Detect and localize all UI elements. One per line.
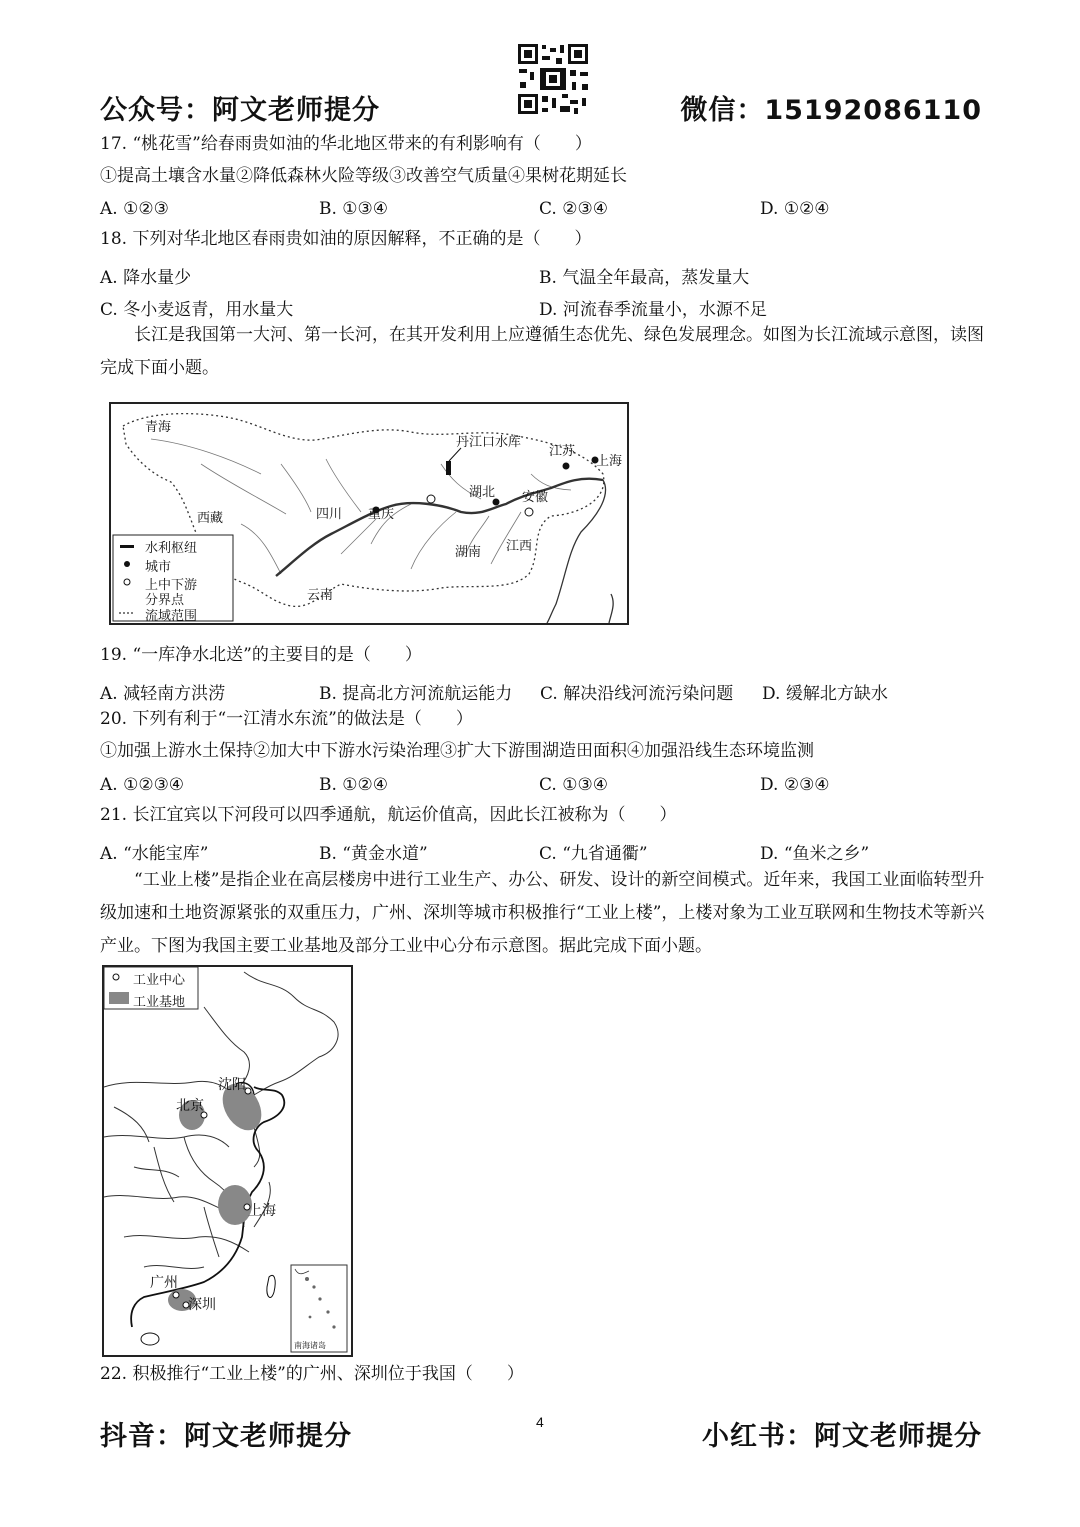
q18-option-d: D. 河流春季流量小，水源不足	[539, 300, 767, 320]
q17-option-c: C. ②③④	[539, 199, 608, 219]
passage-yangtze: 长江是我国第一大河、第一长河，在其开发利用上应遵循生态优先、绿色发展理念。如图为长江流域示意图，读图完成下面小题。	[100, 325, 984, 378]
label-yunnan: 云南	[307, 588, 334, 603]
label-jiangxi: 江西	[506, 539, 533, 554]
label-jiangsu: 江苏	[549, 444, 576, 459]
q20-option-b: B. ①②④	[319, 775, 389, 795]
label-chongqing: 重庆	[368, 507, 395, 522]
footer-right: 小红书：阿文老师提分	[702, 1421, 982, 1452]
q21-option-d: D. “鱼米之乡”	[760, 844, 870, 864]
q21-option-c: C. “九省通衢”	[539, 844, 648, 864]
header-left: 公众号：阿文老师提分	[100, 95, 380, 126]
q21-stem: 21. 长江宜宾以下河段可以四季通航，航运价值高，因此长江被称为（ ）	[100, 805, 677, 825]
q18-stem: 18. 下列对华北地区春雨贵如油的原因解释，不正确的是（ ）	[100, 229, 592, 249]
passage-industry: “工业上楼”是指企业在高层楼房中进行工业生产、办公、研发、设计的新空间模式。近年来，我国工业面临转型升级加速和土地资源紧张的双重压力，广州、深圳等城市积极推行“工业上楼”，上楼对象为工业互联网和生物技术等新兴产业。下图为我国主要工业基地及部分工业中心分布示意图。据此完成下面小题。	[100, 870, 985, 956]
q20-option-c: C. ①③④	[539, 775, 608, 795]
label-shanghai: 上海	[596, 454, 623, 469]
label-qinghai: 青海	[145, 420, 172, 435]
label-danjiangkou: 丹江口水库	[456, 435, 522, 450]
q17-option-a: A. ①②③	[100, 199, 169, 219]
legend-division-2: 分界点	[145, 593, 185, 608]
q18-option-b: B. 气温全年最高，蒸发量大	[539, 268, 750, 288]
q22-stem: 22. 积极推行“工业上楼”的广州、深圳位于我国（ ）	[100, 1364, 524, 1384]
legend-division-1: 上中下游	[145, 578, 198, 593]
q20-option-a: A. ①②③④	[100, 775, 185, 795]
legend-basin: 流域范围	[145, 609, 198, 624]
q21-option-a: A. “水能宝库”	[100, 844, 209, 864]
industry-map	[102, 965, 353, 1357]
label-sichuan: 四川	[316, 507, 343, 522]
label-anhui: 安徽	[522, 490, 549, 505]
q20-option-d: D. ②③④	[760, 775, 830, 795]
legend-industrial-base: 工业基地	[133, 995, 186, 1010]
q17-statements: ①提高土壤含水量②降低森林火险等级③改善空气质量④果树花期延长	[100, 166, 627, 186]
label-guangzhou: 广州	[150, 1275, 178, 1291]
q20-stem: 20. 下列有利于“一江清水东流”的做法是（ ）	[100, 709, 473, 729]
legend-dam: 水利枢纽	[145, 541, 198, 556]
page-number: 4	[536, 1414, 544, 1430]
q19-option-b: B. 提高北方河流航运能力	[319, 684, 513, 704]
legend-city: 城市	[145, 560, 172, 575]
q20-statements: ①加强上游水土保持②加大中下游水污染治理③扩大下游围湖造田面积④加强沿线生态环境监测	[100, 741, 814, 761]
legend-industrial-center: 工业中心	[133, 973, 186, 988]
q19-option-a: A. 减轻南方洪涝	[100, 684, 226, 704]
header-right: 微信：15192086110	[680, 95, 982, 126]
q19-option-c: C. 解决沿线河流污染问题	[540, 684, 734, 704]
label-hunan: 湖南	[455, 545, 482, 560]
label-beijing: 北京	[176, 1098, 204, 1114]
label-shenyang: 沈阳	[218, 1077, 246, 1093]
q17-option-b: B. ①③④	[319, 199, 389, 219]
label-inset: 南海诸岛	[294, 1341, 326, 1350]
q21-option-b: B. “黄金水道”	[319, 844, 428, 864]
label-xizang: 西藏	[197, 511, 224, 526]
label-hubei: 湖北	[469, 485, 496, 500]
q19-stem: 19. “一库净水北送”的主要目的是（ ）	[100, 645, 422, 665]
q17-stem: 17. “桃花雪”给春雨贵如油的华北地区带来的有利影响有（ ）	[100, 134, 592, 154]
q18-option-c: C. 冬小麦返青，用水量大	[100, 300, 294, 320]
footer-left: 抖音：阿文老师提分	[100, 1421, 352, 1452]
label-shenzhen: 深圳	[188, 1297, 216, 1313]
q17-option-d: D. ①②④	[760, 199, 830, 219]
qr-code	[516, 42, 590, 116]
q18-option-a: A. 降水量少	[100, 268, 192, 288]
yangtze-map	[109, 402, 629, 625]
label-shanghai-2: 上海	[248, 1203, 276, 1219]
q19-option-d: D. 缓解北方缺水	[762, 684, 888, 704]
